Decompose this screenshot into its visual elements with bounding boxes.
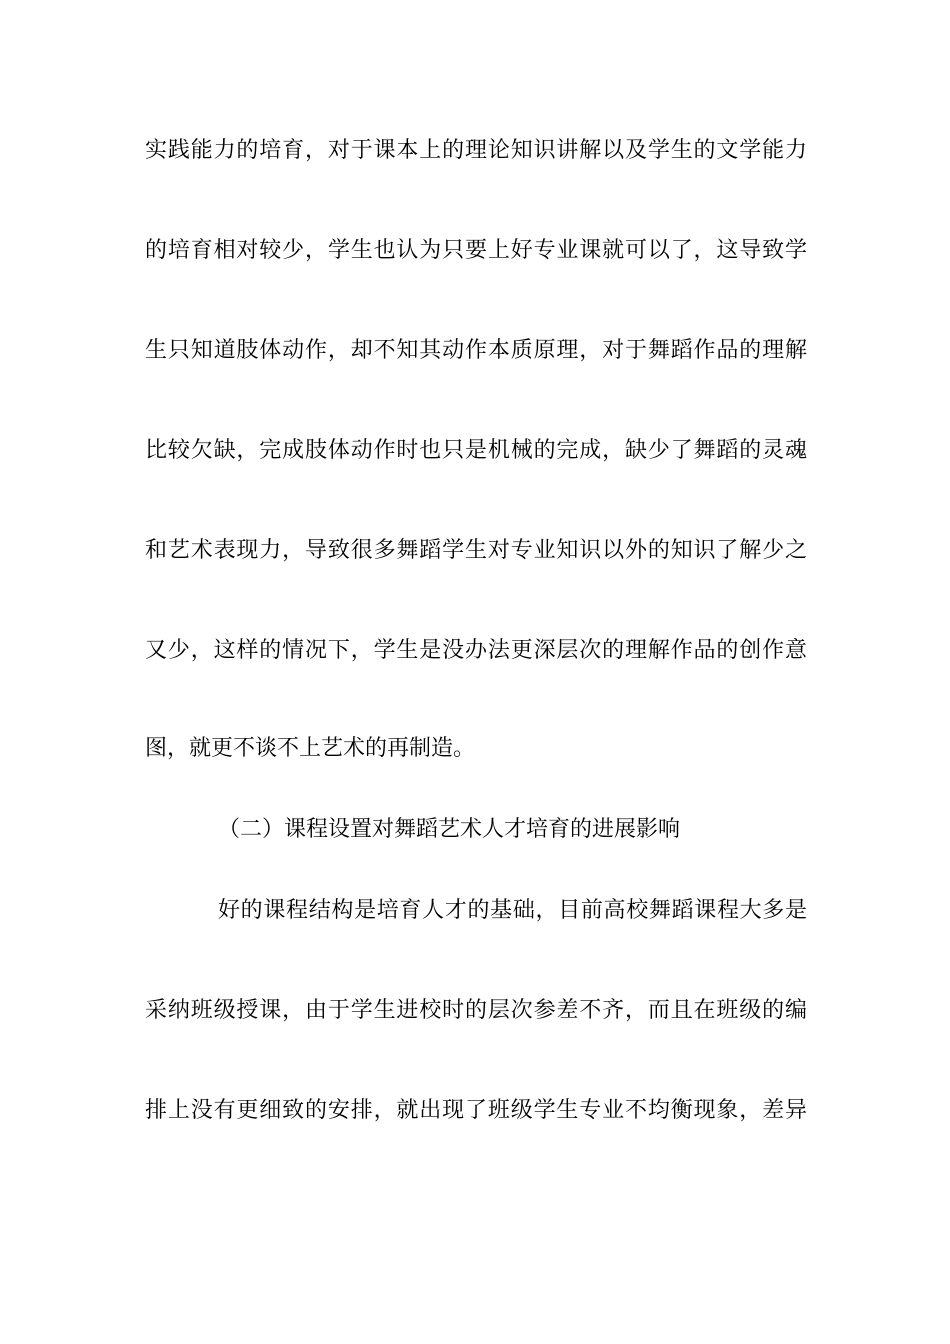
paragraph-line: 实践能力的培育，对于课本上的理论知识讲解以及学生的文学能力 xyxy=(145,138,807,163)
paragraph-line: 好的课程结构是培育人才的基础，目前高校舞蹈课程大多是 xyxy=(218,898,807,923)
paragraph-line: 和艺术表现力，导致很多舞蹈学生对专业知识以外的知识了解少之 xyxy=(145,538,807,563)
paragraph-line: 比较欠缺，完成肢体动作时也只是机械的完成，缺少了舞蹈的灵魂 xyxy=(145,438,807,463)
paragraph-line: 采纳班级授课，由于学生进校时的层次参差不齐，而且在班级的编 xyxy=(145,998,807,1023)
paragraph-line: 图，就更不谈不上艺术的再制造。 xyxy=(145,736,476,761)
section-heading: （二）课程设置对舞蹈艺术人才培育的进展影响 xyxy=(218,817,681,842)
paragraph-line: 生只知道肢体动作，却不知其动作本质原理，对于舞蹈作品的理解 xyxy=(145,338,807,363)
paragraph-line: 排上没有更细致的安排，就出现了班级学生专业不均衡现象，差异 xyxy=(145,1098,807,1123)
paragraph-line: 的培育相对较少，学生也认为只要上好专业课就可以了，这导致学 xyxy=(145,238,807,263)
paragraph-line: 又少，这样的情况下，学生是没办法更深层次的理解作品的创作意 xyxy=(145,638,807,663)
